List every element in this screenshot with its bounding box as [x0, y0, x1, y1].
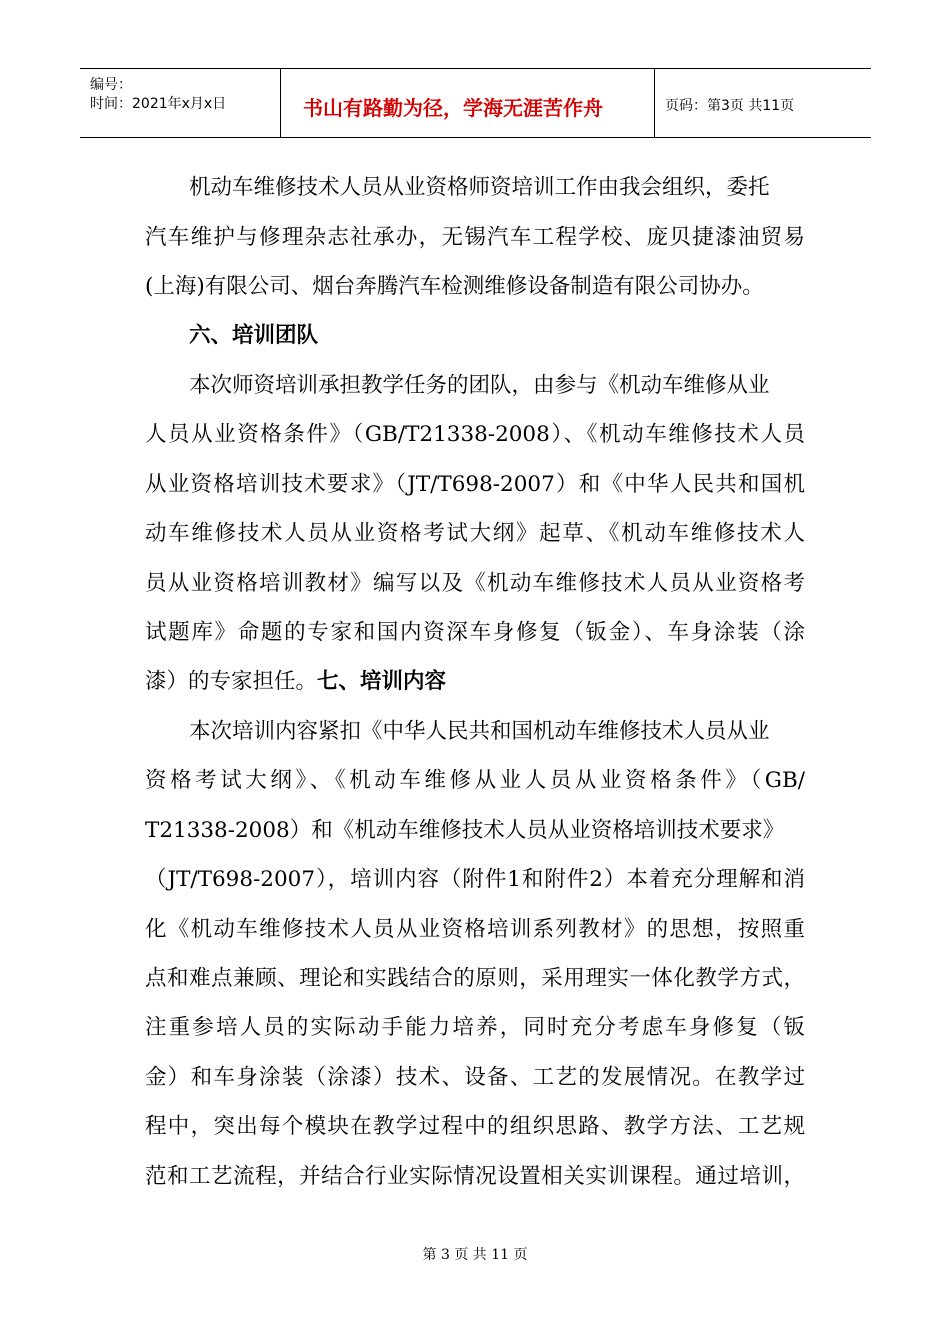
text-line: 资格考试大纲》、《机动车维修从业人员从业资格条件》（GB/: [145, 768, 805, 793]
text-line: 本次师资培训承担教学任务的团队，由参与《机动车维修从业: [189, 373, 770, 398]
text-line: （JT/T698-2007），培训内容（附件1和附件2）本着充分理解和消: [145, 867, 805, 892]
text-line: 程中，突出每个模块在教学过程中的组织思路、教学方法、工艺规: [145, 1114, 805, 1139]
header-info-cell: [80, 69, 281, 137]
text-line: 从业资格培训技术要求》（JT/T698-2007）和《中华人民共和国机: [145, 472, 805, 497]
text-line: 汽车维护与修理杂志社承办，无锡汽车工程学校、庞贝捷漆油贸易: [145, 225, 805, 250]
page-footer: 第 3 页 共 11 页: [422, 1247, 528, 1263]
header-motto-cell: [281, 69, 655, 137]
number-label: 编号：: [90, 77, 132, 93]
text-line: 机动车维修技术人员从业资格师资培训工作由我会组织，委托: [189, 175, 770, 200]
text-line: 注重参培人员的实际动手能力培养，同时充分考虑车身修复（钣: [145, 1015, 805, 1040]
text-line: 点和难点兼顾、理论和实践结合的原则，采用理实一体化教学方式，: [145, 966, 805, 991]
header-table: [80, 68, 871, 138]
text-line: 动车维修技术人员从业资格考试大纲》起草、《机动车维修技术人: [145, 521, 805, 546]
header-page-cell: [655, 69, 871, 137]
text-line: 化《机动车维修技术人员从业资格培训系列教材》的思想，按照重: [145, 917, 805, 942]
time-label: 时间：2021年x月x日: [90, 96, 227, 112]
section-heading: 七、培训内容: [317, 669, 447, 694]
motto-text: 书山有路勤为径，学海无涯苦作舟: [303, 96, 603, 120]
text-line: 人员从业资格条件》（GB/T21338-2008）、《机动车维修技术人员: [145, 422, 805, 447]
text-line: T21338-2008）和《机动车维修技术人员从业资格培训技术要求》: [145, 818, 785, 843]
text-fragment: 漆）的专家担任。: [145, 669, 318, 694]
text-line: 范和工艺流程，并结合行业实际情况设置相关实训课程。通过培训，: [145, 1164, 805, 1189]
text-line: [145, 666, 805, 698]
text-line: 金）和车身涂装（涂漆）技术、设备、工艺的发展情况。在教学过: [145, 1065, 805, 1090]
text-line: 试题库》命题的专家和国内资深车身修复（钣金）、车身涂装（涂: [145, 620, 805, 645]
text-line: (上海)有限公司、烟台奔腾汽车检测维修设备制造有限公司协办。: [145, 274, 764, 299]
section-heading: 六、培训团队: [189, 323, 319, 348]
text-line: 员从业资格培训教材》编写以及《机动车维修技术人员从业资格考: [145, 571, 805, 596]
text-line: 本次培训内容紧扣《中华人民共和国机动车维修技术人员从业: [189, 719, 770, 744]
page-code: 页码：第3页 共11页: [665, 98, 795, 114]
